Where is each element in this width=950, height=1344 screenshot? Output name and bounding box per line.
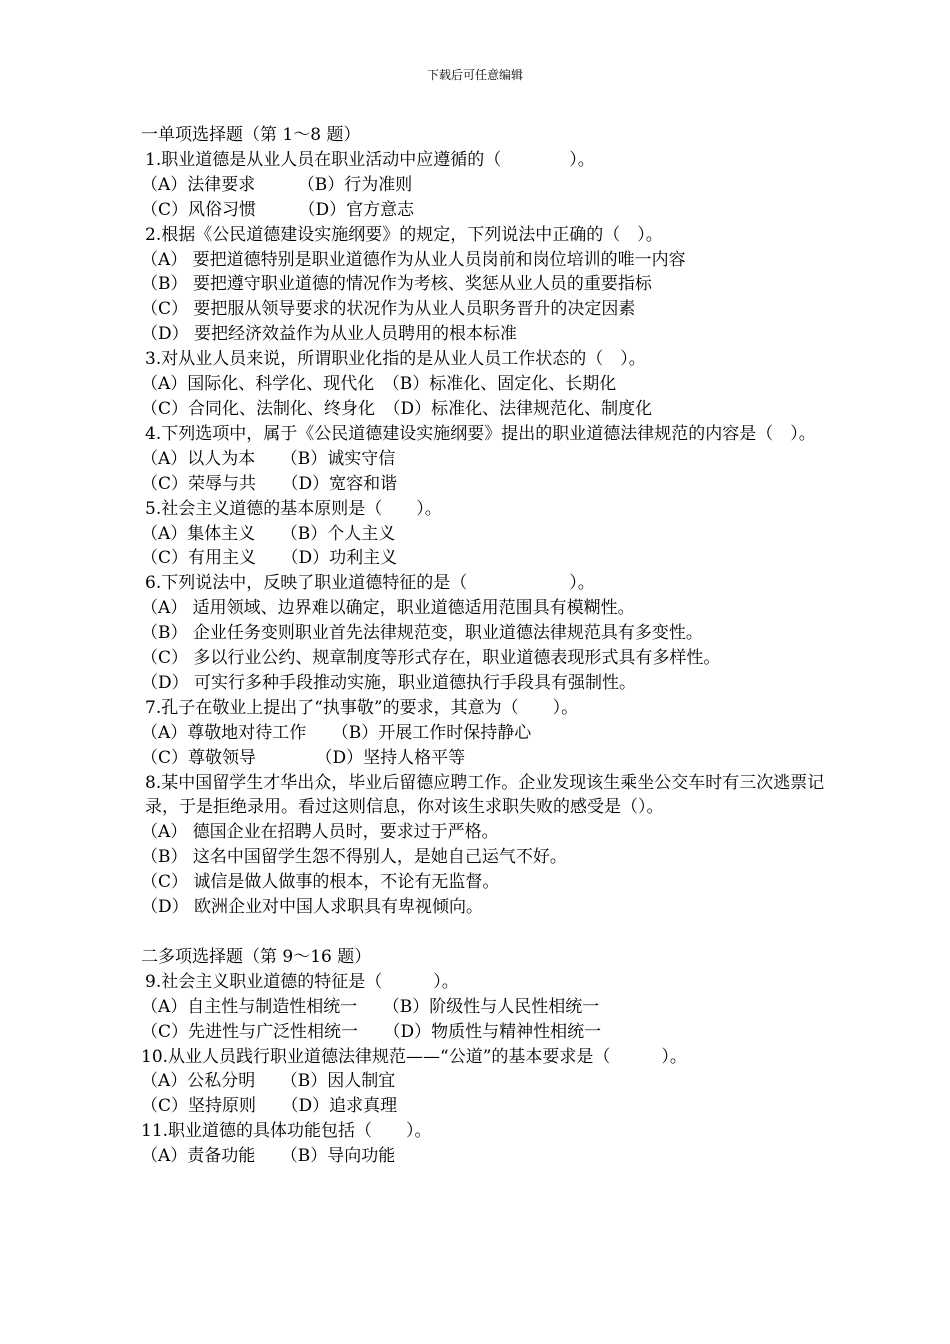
question-4: 4.下列选项中，属于《公民道德建设实施纲要》提出的职业道德法律规范的内容是（ ）。: [145, 423, 816, 444]
question-3: 3.对从业人员来说，所谓职业化指的是从业人员工作状态的（ ）。: [145, 349, 646, 370]
option-line: （B） 这名中国留学生怨不得别人，是她自己运气不好。: [141, 847, 567, 868]
option-line: （B） 要把遵守职业道德的情况作为考核、奖惩从业人员的重要指标: [141, 274, 652, 295]
option-line: （A） 适用领域、边界难以确定，职业道德适用范围具有模糊性。: [141, 598, 635, 619]
option-line: （A）法律要求 （B）行为准则: [141, 174, 413, 195]
question-10: 10.从业人员践行职业道德法律规范——“公道”的基本要求是（ ）。: [141, 1046, 687, 1067]
question-5: 5.社会主义道德的基本原则是（ ）。: [145, 498, 442, 519]
section-gap: [141, 920, 831, 945]
exam-content: [141, 123, 831, 1169]
option-line: （C）风俗习惯 （D）官方意志: [141, 199, 415, 220]
option-line: （C） 诚信是做人做事的根本，不论有无监督。: [141, 872, 500, 893]
option-line: （D） 欧洲企业对中国人求职具有卑视倾向。: [141, 897, 484, 918]
option-line: （A）自主性与制造性相统一 （B）阶级性与人民性相统一: [141, 996, 600, 1017]
option-line: （A）集体主义 （B）个人主义: [141, 523, 396, 544]
question-6: 6.下列说法中，反映了职业道德特征的是（ ）。: [145, 573, 595, 594]
option-line: （C）坚持原则 （D）追求真理: [141, 1096, 398, 1117]
question-2: 2.根据《公民道德建设实施纲要》的规定，下列说法中正确的（ ）。: [145, 224, 663, 245]
option-line: （A）国际化、科学化、现代化 （B）标准化、固定化、长期化: [141, 374, 617, 395]
option-line: （B） 企业任务变则职业首先法律规范变，职业道德法律规范具有多变性。: [141, 623, 703, 644]
option-line: （D） 要把经济效益作为从业人员聘用的根本标准: [141, 324, 518, 345]
option-line: （A）以人为本 （B）诚实守信: [141, 448, 396, 469]
option-line: （C）有用主义 （D）功利主义: [141, 548, 398, 569]
section-title: 二多项选择题（第 9～16 题）: [141, 946, 372, 967]
section-title: 一单项选择题（第 1～8 题）: [141, 125, 361, 145]
question-8: 8.某中国留学生才华出众，毕业后留德应聘工作。企业发现该生乘坐公交车时有三次逃票记录，于是拒绝录用。看过这则信息，你对该生求职失败的感受是（）。: [145, 772, 825, 818]
option-line: （C）荣辱与共 （D）宽容和谐: [141, 473, 398, 494]
option-line: （C）合同化、法制化、终身化 （D）标准化、法律规范化、制度化: [141, 398, 653, 419]
option-line: （D） 可实行多种手段推动实施，职业道德执行手段具有强制性。: [141, 672, 637, 693]
option-line: （A）尊敬地对待工作 （B）开展工作时保持静心: [141, 722, 532, 743]
option-line: （C） 多以行业公约、规章制度等形式存在，职业道德表现形式具有多样性。: [141, 648, 721, 669]
question-11: 11.职业道德的具体功能包括（ ）。: [141, 1121, 432, 1142]
page-header: 下载后可任意编辑: [426, 68, 523, 82]
option-line: （A）责备功能 （B）导向功能: [141, 1146, 396, 1167]
question-1: 1.职业道德是从业人员在职业活动中应遵循的（ ）。: [145, 149, 595, 170]
option-line: （C）先进性与广泛性相统一 （D）物质性与精神性相统一: [141, 1021, 602, 1042]
question-9: 9.社会主义职业道德的特征是（ ）。: [145, 971, 459, 992]
option-line: （A） 德国企业在招聘人员时，要求过于严格。: [141, 822, 499, 843]
option-line: （C） 要把服从领导要求的状况作为从业人员职务晋升的决定因素: [141, 299, 636, 320]
option-line: （C）尊敬领导 （D）坚持人格平等: [141, 747, 466, 768]
option-line: （A） 要把道德特别是职业道德作为从业人员岗前和岗位培训的唯一内容: [141, 249, 686, 270]
option-line: （A）公私分明 （B）因人制宜: [141, 1071, 396, 1092]
question-7: 7.孔子在敬业上提出了“执事敬”的要求，其意为（ ）。: [145, 697, 579, 718]
